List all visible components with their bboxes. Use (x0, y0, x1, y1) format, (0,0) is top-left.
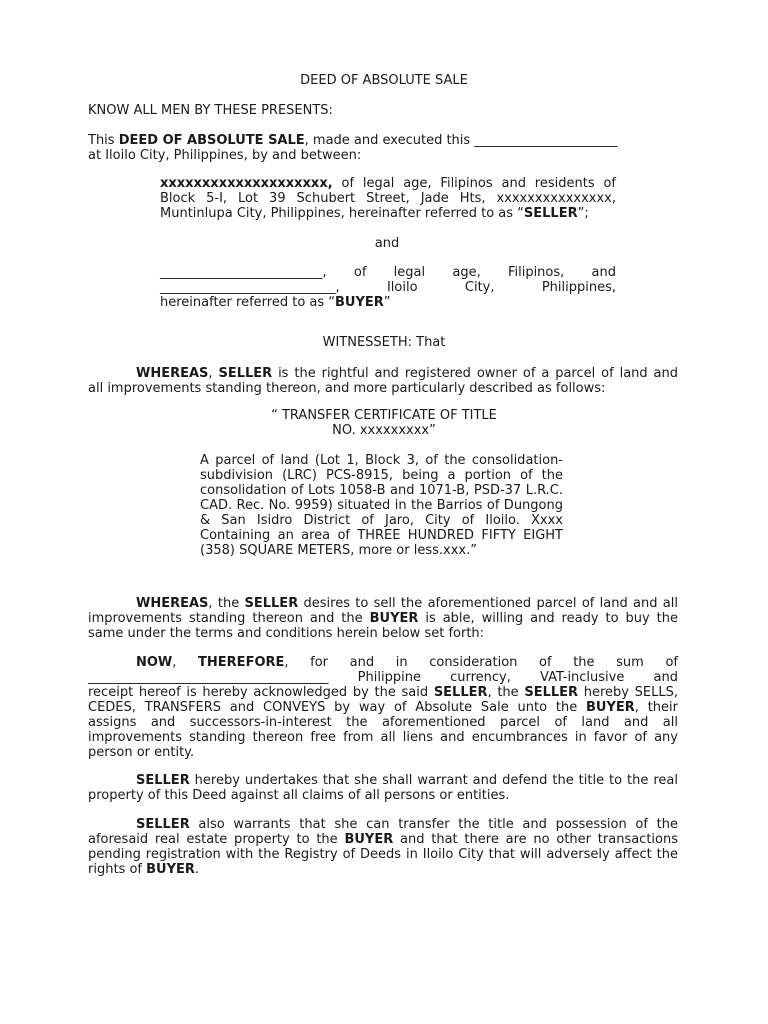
intro-paragraph: This DEED OF ABSOLUTE SALE, made and executed this ______________________ at Iloilo City, Philippines, by and between: (88, 133, 618, 163)
greeting: KNOW ALL MEN BY THESE PRESENTS: (88, 103, 333, 118)
and-conjunction: and (374, 236, 400, 251)
document-title: DEED OF ABSOLUTE SALE (300, 73, 468, 88)
witnesseth-heading: WITNESSETH: That (322, 335, 446, 350)
buyer-party-paragraph: _________________________, of legal age, Filipinos, and ___________________________, Iloilo City, Philippines, hereinafter referred to as “BUYER” (160, 265, 616, 310)
tct-heading: “ TRANSFER CERTIFICATE OF TITLE NO. xxxxxxxxx” (271, 408, 497, 438)
whereas-sell-paragraph: WHEREAS, the SELLER desires to sell the aforementioned parcel of land and all improvements standing thereon and the BUYER is able, willing and ready to buy the same under the terms and conditions herein below set forth: (88, 596, 678, 641)
warranty-paragraph: SELLER hereby undertakes that she shall warrant and defend the title to the real property of this Deed against all claims of all persons or entities. (88, 773, 678, 803)
seller-party-paragraph: xxxxxxxxxxxxxxxxxxxx, of legal age, Filipinos and residents of Block 5-I, Lot 39 Schubert Street, Jade Hts, xxxxxxxxxxxxxxx, Muntinlupa City, Philippines, hereinafter referred to as “SELLER”; (160, 176, 616, 221)
whereas-owner-paragraph: WHEREAS, SELLER is the rightful and registered owner of a parcel of land and all improvements standing thereon, and more particularly described as follows: (88, 366, 679, 396)
transfer-warranty-paragraph: SELLER also warrants that she can transfer the title and possession of the aforesaid real estate property to the BUYER and that there are no other transactions pending registration with the Registry of Deeds in Iloilo City that will adversely affect the rights of BUYER. (88, 817, 679, 877)
now-therefore-paragraph: NOW, THEREFORE, for and in consideration of the sum of _____________________________________ Philippine currency, VAT-inclusive and receipt hereof is hereby acknowledged by the said SELLER, the SELLER hereby SELLS, CEDES, TRANSFERS and CONVEYS by way of Absolute Sale unto the BUYER, their assigns and successors-in-interest the aforementioned parcel of land and all improvements standing thereon free from all liens and encumbrances in favor of any person or entity. (88, 655, 679, 760)
land-description: A parcel of land (Lot 1, Block 3, of the consolidation- subdivision (LRC) PCS-8915, being a portion of the consolidation of Lots 1058-B and 1071-B, PSD-37 L.R.C. CAD. Rec. No. 9959) situated in the Barrios of Dungong & San Isidro District of Jaro, City of Iloilo. Xxxx Containing an area of THREE HUNDRED FIFTY EIGHT (358) SQUARE METERS, more or less.xxx.” (200, 453, 563, 558)
